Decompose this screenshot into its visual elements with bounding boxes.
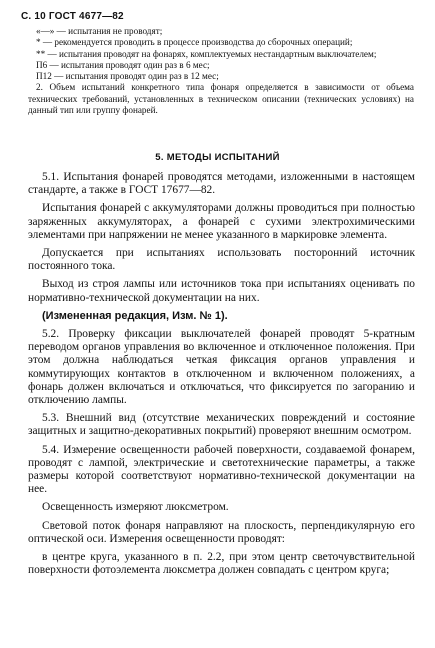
- section-title: 5. МЕТОДЫ ИСПЫТАНИЙ: [155, 152, 280, 163]
- paragraph: 5.2. Проверку фиксации выключателей фонарей проводят 5-кратным переводом органов управления во включенное и отключенное положения. При этом должна наблюдаться четкая фиксация органов управления и коммутирующих контактов в отключенном и включенном положениях, а фонарь должен включаться и отключаться, что фиксируется по загоранию и отключению лампы.: [28, 328, 415, 407]
- section-body: [28, 171, 415, 582]
- paragraph: Световой поток фонаря направляют на плоскость, перпендикулярную его оптической оси. Измерения освещенности проводят:: [28, 519, 415, 545]
- paragraph: в центре круга, указанного в п. 2.2, при этом центр светочувствительной поверхности фотоэлемента люксметра должен совпадать с центром круга;: [28, 551, 415, 577]
- paragraph: Испытания фонарей с аккумуляторами должны проводиться при полностью заряженных аккумуляторах, а фонарей с сухими электрохимическими элементами при напряжении не менее указанного в маркировке элемента.: [28, 202, 415, 241]
- note-line: «—» — испытания не проводят;: [36, 26, 163, 36]
- note-line: ** — испытания проводят на фонарях, комплектуемых нестандартным выключателем;: [36, 48, 377, 59]
- paragraph: Допускается при испытаниях использовать посторонний источник постоянного тока.: [28, 247, 415, 273]
- amendment-note: (Измененная редакция, Изм. № 1).: [42, 309, 228, 322]
- note-line: П6 — испытания проводят один раз в 6 мес;: [36, 59, 210, 70]
- paragraph: 5.1. Испытания фонарей проводятся методами, изложенными в настоящем стандарте, а также в ГОСТ 17677—82.: [28, 171, 415, 197]
- note-line: П12 — испытания проводят один раз в 12 мес;: [36, 71, 219, 82]
- page-header: С. 10 ГОСТ 4677—82: [21, 11, 124, 22]
- paragraph: Освещенность измеряют люксметром.: [42, 501, 229, 514]
- note-line: * — рекомендуется проводить в процессе производства до сборочных операций;: [36, 37, 353, 48]
- paragraph: Выход из строя лампы или источников тока при испытаниях оценивать по нормативно-технической документации на них.: [28, 278, 415, 304]
- paragraph: 5.3. Внешний вид (отсутствие механических повреждений и состояние защитных и защитно-декоративных покрытий) проверяют внешним осмотром.: [28, 412, 415, 438]
- table-notes: [28, 26, 414, 116]
- note-line: 2. Объем испытаний конкретного типа фонаря определяется в зависимости от объема технических требований, установленных в техническом описании (технических условиях) на данный тип или группу фонарей.: [28, 82, 414, 116]
- paragraph: 5.4. Измерение освещенности рабочей поверхности, создаваемой фонарем, проводят с лампой, электрические и светотехнические параметры, а также размеры которой соответствуют нормативно-технической документации на нее.: [28, 443, 415, 496]
